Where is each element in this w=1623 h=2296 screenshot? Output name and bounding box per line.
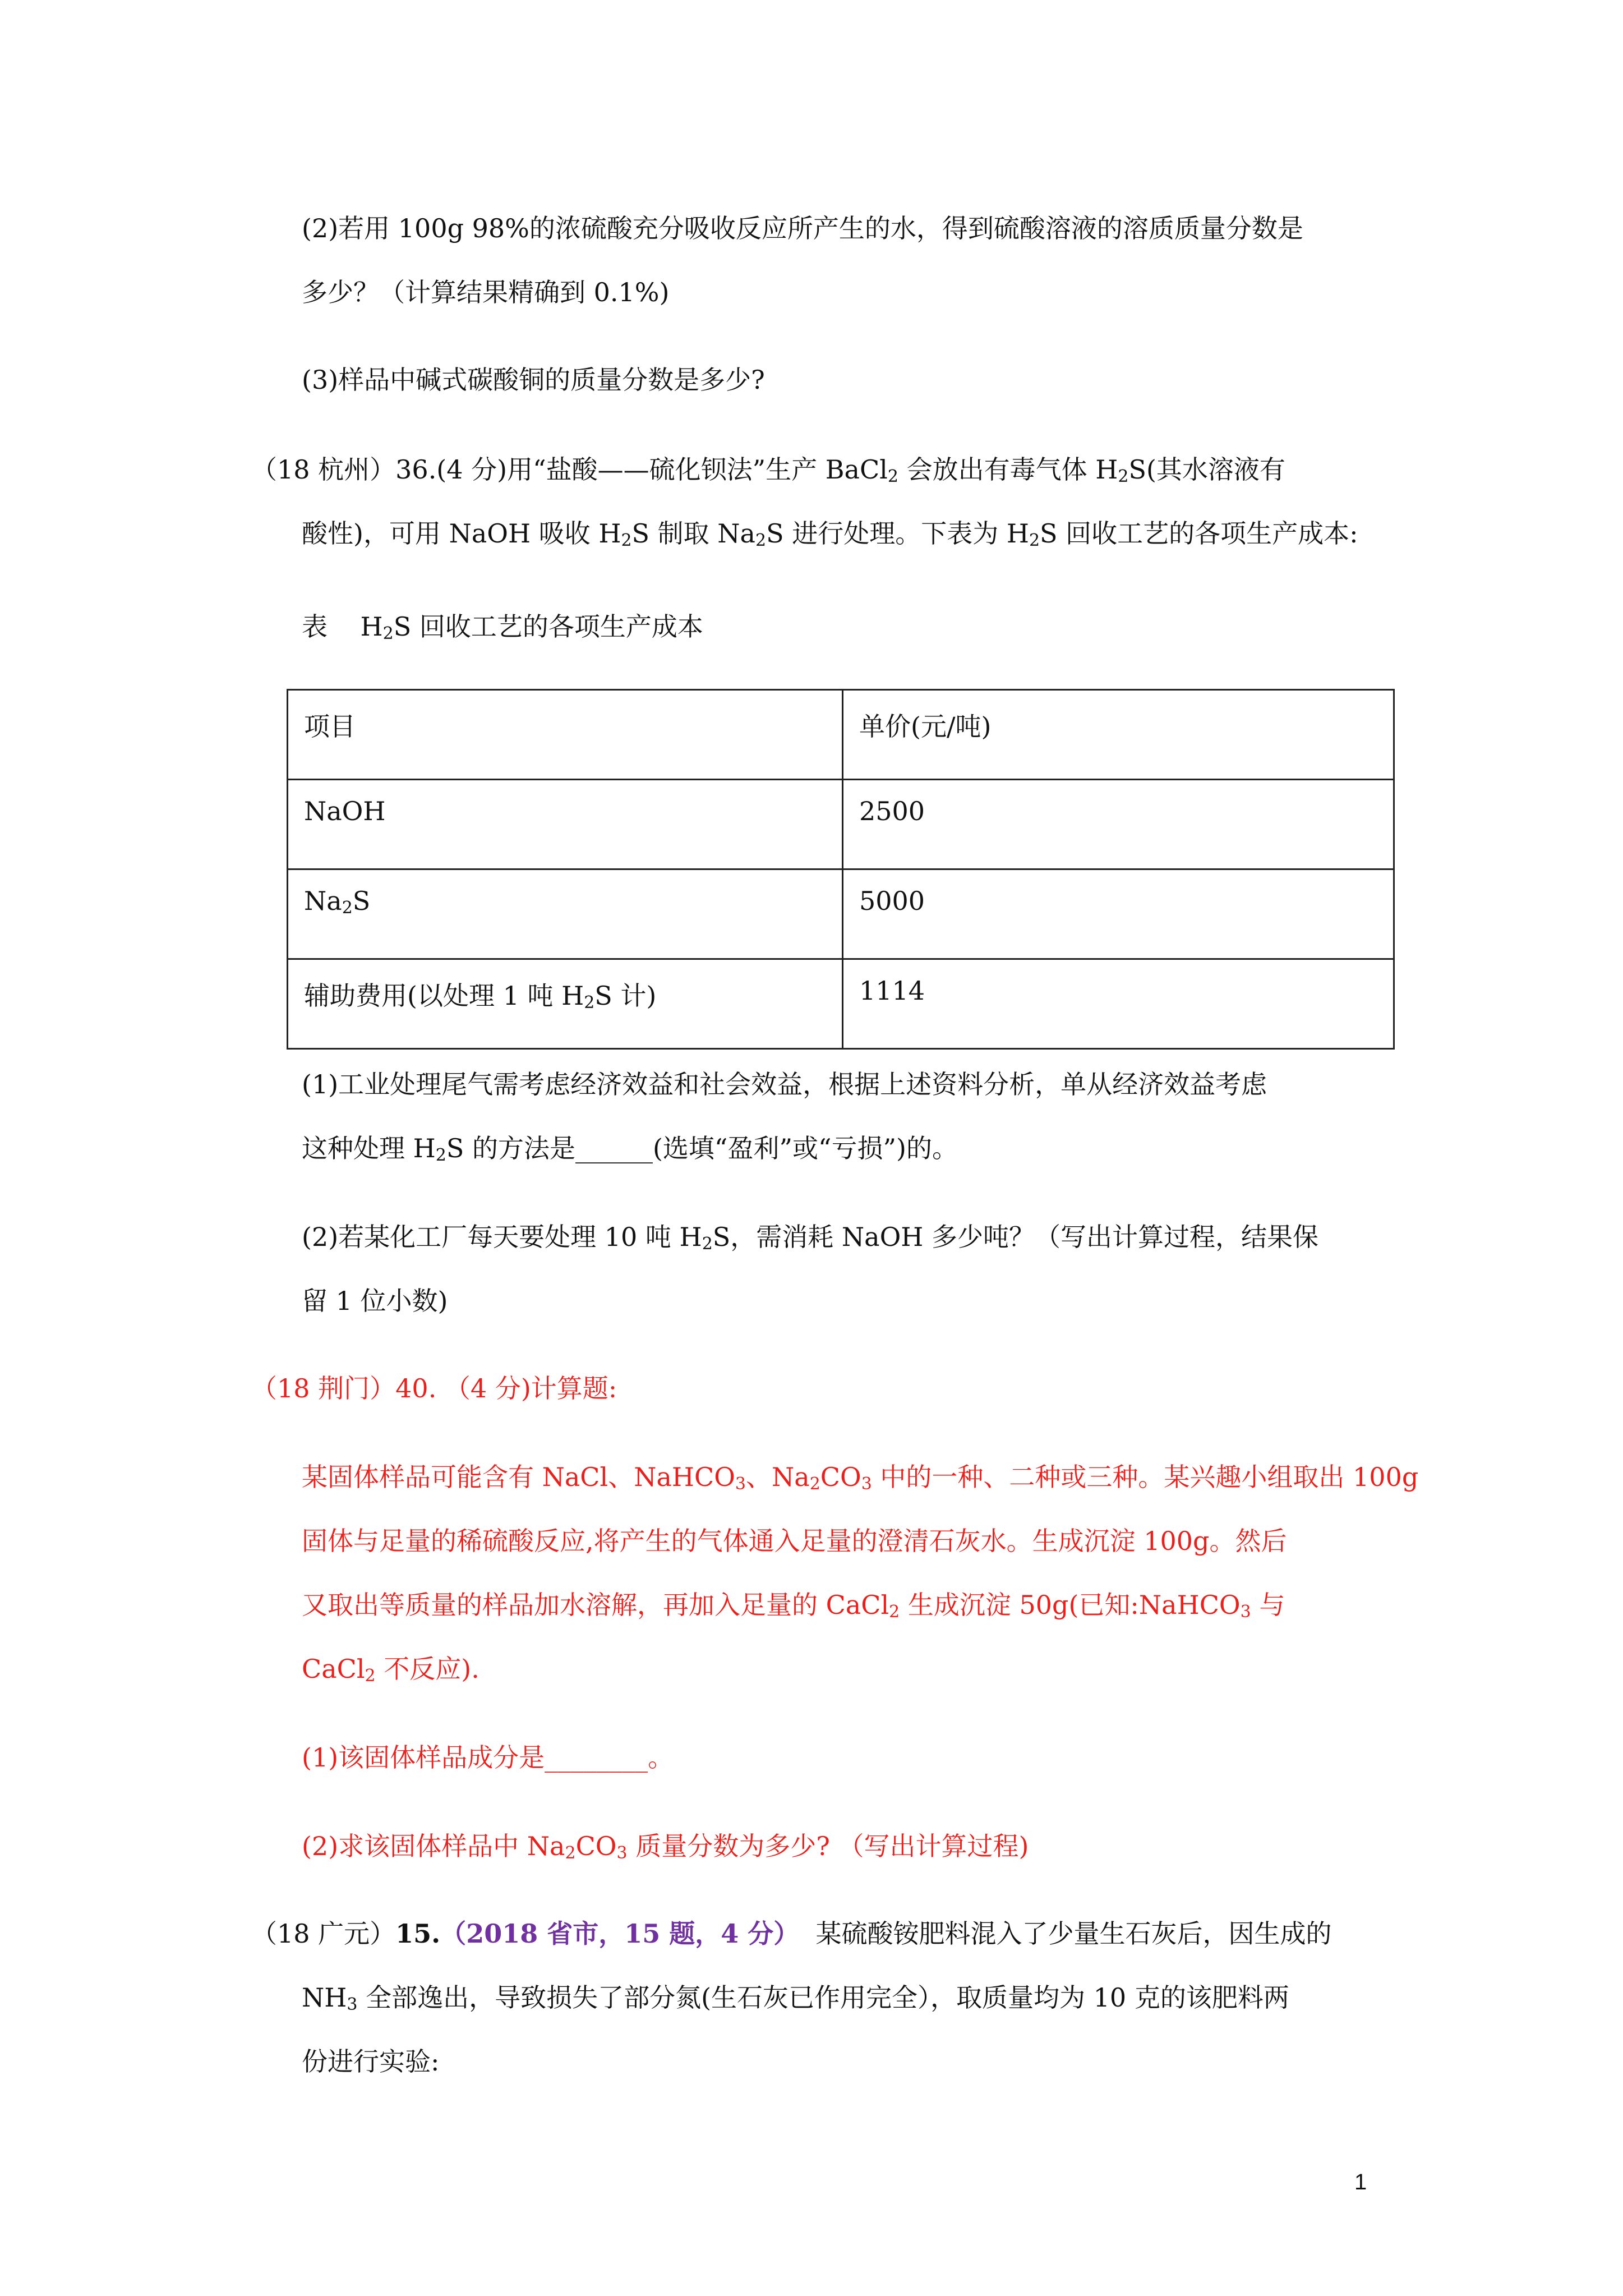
jingmen-para-line-1: 某固体样品可能含有 NaCl、NaHCO$_3$、$Na_2CO_3$ 中的一种、二种或三种。某兴趣小组取出 100g (302, 1462, 1419, 1494)
cost-table (287, 689, 1395, 1050)
jingmen-para-line-3: 又取出等质量的样品加水溶解，再加入足量的 CaCl$_2$ 生成沉淀 50g(已知:NaHCO$_3$ 与 (302, 1590, 1285, 1622)
table-cell-price: 2500 (843, 780, 1394, 869)
hangzhou-q1-line-1: (1)工业处理尾气需考虑经济效益和社会效益，根据上述资料分析，单从经济效益考虑 (302, 1069, 1267, 1099)
jingmen-para-line-2: 固体与足量的稀硫酸反应,将产生的气体通入足量的澄清石灰水。生成沉淀 100g。然后 (302, 1526, 1287, 1556)
table-cell-price: 1114 (843, 959, 1394, 1049)
table-cell-item: 辅助费用(以处理 1 吨 $H_2S$ 计) (288, 959, 843, 1049)
hangzhou-stem-line-2: 酸性)，可用 NaOH 吸收 $H_2S$ 制取 $Na_2S$ 进行处理。下表为 $H_2S$ 回收工艺的各项生产成本: (302, 518, 1358, 550)
question-2-line-1: (2)若用 100g 98%的浓硫酸充分吸收反应所产生的水，得到硫酸溶液的溶质质量分数是 (302, 213, 1303, 243)
jingmen-para-line-4: CaCl$_2$ 不反应). (302, 1654, 479, 1686)
jingmen-title: （18 荆门）40. （4 分)计算题: (251, 1373, 617, 1404)
table-header-item: 项目 (288, 690, 843, 780)
guangyuan-line-1: （18 广元）15.（2018 省市，15 题，4 分） 某硫酸铵肥料混入了少量生石灰后，因生成的 (251, 1918, 1332, 1949)
table-cell-item: $Na_2S$ (288, 869, 843, 959)
hangzhou-stem-line-1: （18 杭州）36.(4 分)用“盐酸——硫化钡法”生产 BaCl$_2$ 会放出有毒气体 $H_2S$(其水溶液有 (251, 454, 1285, 486)
hangzhou-q2-line-2: 留 1 位小数) (302, 1286, 448, 1316)
question-3: (3)样品中碱式碳酸铜的质量分数是多少? (302, 365, 765, 395)
table-row (288, 959, 1394, 1049)
table-header-price: 单价(元/吨) (843, 690, 1394, 780)
table-cell-price: 5000 (843, 869, 1394, 959)
hangzhou-q2-line-1: (2)若某化工厂每天要处理 10 吨 $H_2S$，需消耗 NaOH 多少吨？（写出计算过程，结果保 (302, 1222, 1319, 1254)
table-row (288, 869, 1394, 959)
hangzhou-q1-line-2: 这种处理 $H_2S$ 的方法是______(选填“盈利”或“亏损”)的。 (302, 1133, 958, 1165)
page-number: 1 (1354, 2170, 1367, 2194)
guangyuan-line-3: 份进行实验: (302, 2046, 440, 2077)
jingmen-q1: (1)该固体样品成分是________。 (302, 1742, 674, 1773)
question-2-line-2: 多少？（计算结果精确到 0.1%) (302, 277, 670, 307)
table-row (288, 780, 1394, 869)
table-caption: 表 $H_2S$ 回收工艺的各项生产成本 (302, 611, 703, 643)
guangyuan-line-2: $NH_3$ 全部逸出，导致损失了部分氮(生石灰已作用完全），取质量均为 10 克的该肥料两 (302, 1982, 1289, 2014)
table-cell-item: NaOH (288, 780, 843, 869)
jingmen-q2: (2)求该固体样品中 $Na_2CO_3$ 质量分数为多少? （写出计算过程) (302, 1831, 1029, 1863)
table-header-row (288, 690, 1394, 780)
